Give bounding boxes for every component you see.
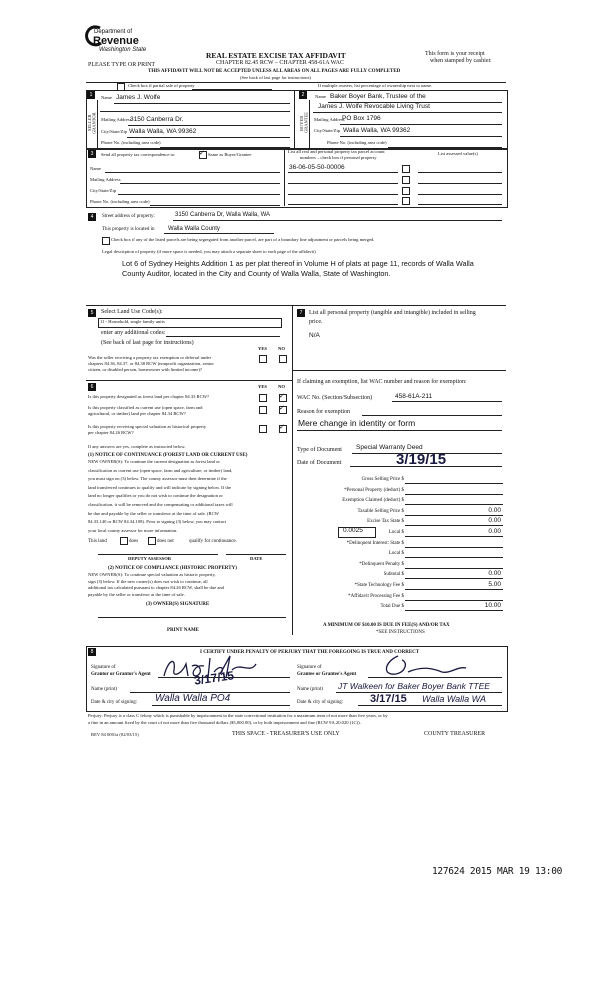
seller-name: James J. Wolfe (116, 94, 161, 101)
segregated-label: Check box if any of the listed parcels are being segregated from another parcel, are part of a boundary line adjustment or parcels being merged. (111, 237, 375, 242)
personal-list-line2: price. (309, 319, 323, 325)
notice-line: land no longer qualifies or you do not wish to continue the designation or (88, 493, 223, 499)
gross-selling-price-line (405, 483, 503, 484)
s6-q1-no-check-icon: ✓ (279, 392, 285, 400)
s6-if-yes: If any answers are yes, complete as instructed below. (88, 444, 186, 449)
grantee-date-city-label: Date & city of signing: (297, 700, 344, 705)
recording-stamp: 127624 2015 MAR 19 13:00 (432, 866, 563, 877)
gross-selling-price-label: Gross Selling Price $ (361, 477, 404, 482)
street-address: 3150 Canberra Dr, Walla Walla, WA (175, 212, 271, 218)
exemption-claimed-label: Exemption Claimed (deduct) $ (342, 498, 404, 504)
certify-statement: I CERTIFY UNDER PENALTY OF PERJURY THAT THE FOREGOING IS TRUE AND CORRECT (200, 650, 420, 655)
qualify-label: qualify for continuance. (189, 539, 237, 544)
grantor-sig-label-2: Grantor or Grantor's Agent (91, 672, 151, 677)
taxable-selling-price-label: Taxable Selling Price $ (357, 508, 404, 514)
s6-q3-yes-checkbox[interactable] (259, 425, 267, 433)
taxable-selling-price-value: 0.00 (488, 506, 501, 514)
total-due-value: 10.00 (484, 602, 501, 610)
section-5-badge: 5 (88, 309, 96, 317)
see-back-note: (See back of last page for instructions) (240, 75, 311, 80)
doc-date-label: Date of Document (297, 460, 342, 466)
treasurer-space: THIS SPACE - TREASURER'S USE ONLY (232, 731, 340, 737)
s3-city-label: City/State/Zip (90, 188, 117, 193)
grantee-sign-city: Walla Walla WA (422, 694, 487, 704)
notice-2-title: (2) NOTICE OF COMPLIANCE (HISTORIC PROPERTY) (108, 566, 237, 571)
doc-date-value: 3/19/15 (396, 451, 447, 468)
please-type: PLEASE TYPE OR PRINT (88, 62, 156, 68)
delinquent-penalty-label: *Delinquent Penalty $ (359, 561, 404, 567)
s5-q1-no-checkbox[interactable] (279, 355, 287, 363)
excise-tax-local-value: 0.00 (488, 528, 501, 535)
doc-type-value: Special Warranty Deed (356, 444, 423, 451)
seller-mailing: 3150 Canberra Dr. (130, 116, 184, 123)
taxable-selling-price-line (405, 515, 503, 516)
s5-q1-line1: Was the seller receiving a property tax exemption or deferral under (88, 355, 212, 360)
minimum-due-note: A MINIMUM OF $10.00 IS DUE IN FEE(S) AND/OR TAX (323, 623, 450, 628)
notice-line: your local county assessor for more information. (88, 527, 178, 533)
notice-line: you must sign on (3) below. The county assessor must then determine if the (88, 476, 227, 482)
subtotal-value: 0.00 (488, 570, 501, 578)
additional-codes-label: enter any additional codes: (101, 330, 166, 336)
parcel-header-1: List all real and personal property tax parcel account (288, 149, 385, 154)
notice-line: sign (3) below. If the new owner(s) does not wish to continue, all (88, 578, 208, 584)
date-label: DATE (250, 556, 263, 561)
notice-line: be due and payable by the seller or transferor at the time of sale. (RCW (88, 510, 220, 516)
buyer-city-label: City/State/Zip (314, 128, 341, 133)
s6-q2-line2: agricultural, or timber) land per chapter 84.34 RCW? (88, 411, 186, 416)
same-as-buyer-check-icon: ✓ (199, 149, 205, 157)
exemption-claimed-line (405, 504, 503, 505)
s6-no-header: NO (278, 384, 285, 389)
parcel-number-1: 36-06-05-50-00006 (289, 164, 345, 171)
notice-line: 84.33.140 or RCW 84.34.108). Prior to signing (3) below, you may contact (88, 519, 227, 525)
rev-number: REV 84 0001a (02/03/15) (91, 732, 139, 737)
s6-q2-no-check-icon: ✓ (279, 404, 285, 412)
exemption-intro: If claiming an exemption, list WAC number and reason for exemption: (297, 379, 467, 385)
grantor-name-label: Name (print) (91, 687, 117, 692)
s5-no-header: NO (278, 346, 285, 351)
state-technology-fee-line (405, 589, 503, 590)
section-8-badge: 8 (88, 648, 96, 656)
receipt-note-2: when stamped by cashier. (430, 58, 492, 64)
parcel-header-2: numbers – check box if personal property (300, 155, 377, 160)
print-name-label: PRINT NAME (167, 628, 199, 633)
dept-line: Department of (94, 29, 133, 35)
grantor-sig-label-1: Signature of (91, 665, 116, 670)
wac-value: 458-61A-211 (395, 393, 433, 400)
affidavit-processing-fee-line (405, 600, 503, 601)
section-4-badge: 4 (88, 213, 96, 221)
grantee-name-label: Name (print) (297, 687, 323, 692)
delinquent-interest-state-line (405, 547, 503, 548)
s5-yes-header: YES (258, 346, 267, 351)
reason-value: Mere change in identity or form (298, 418, 416, 428)
buyer-city: Walla Walla, WA 99362 (343, 127, 411, 134)
seller-mailing-label: Mailing Address (101, 117, 132, 122)
buyer-phone-label: Phone No. (including area code) (327, 140, 387, 145)
notice-line: NEW OWNER(S): To continue special valuation as historic property, (88, 572, 216, 577)
buyer-name-1: Baker Boyer Bank, Trustee of the (330, 93, 426, 100)
notice-line: NEW OWNER(S): To continue the current designation as forest land or (88, 459, 220, 464)
seller-name-label: Name (101, 95, 112, 100)
form-title: REAL ESTATE EXCISE TAX AFFIDAVIT (206, 51, 346, 60)
s5-see-back: (See back of last page for instructions) (101, 340, 194, 346)
see-instructions-note: *SEE INSTRUCTIONS (376, 630, 425, 635)
does-checkbox[interactable] (120, 537, 128, 545)
delinquent-interest-local-line (405, 557, 503, 558)
state-technology-fee-label: *State Technology Fee $ (354, 583, 404, 588)
s6-q3-line2: per chapter 84.26 RCW? (88, 430, 134, 435)
perjury-line-1: Perjury: Perjury is a class C felony which is punishable by imprisonment in the state correctional institution for a maximum term of not more than five years, or by (88, 713, 388, 718)
doc-type-label: Type of Document (297, 447, 342, 453)
seller-city-label: City/State/Zip (101, 129, 128, 134)
notice-line: classification, it will be removed and the compensating or additional taxes will (88, 502, 233, 507)
partial-sale-label: Check box if partial sale of property (128, 83, 195, 88)
s6-q3-no-check-icon: ✓ (279, 423, 285, 431)
grantor-sign-date: 3/17/15 (193, 668, 235, 688)
section-1-badge: 1 (87, 91, 95, 99)
street-label: Street address of property: (102, 214, 155, 219)
land-use-value: 11 - Household, single family units (100, 319, 165, 324)
delinquent-penalty-line (405, 568, 503, 569)
excise-tax-state-label: Excise Tax State $ (367, 519, 404, 525)
s5-q1-line2: chapters 84.36, 84.37, or 84.38 RCW (nonprofit organization, senior (88, 361, 214, 366)
affidavit-processing-fee-label: *Affidavit Processing Fee $ (348, 593, 404, 599)
section-3-badge: 3 (88, 150, 96, 158)
personal-property-value: N/A (309, 332, 320, 339)
grantee-sign-date: 3/17/15 (370, 693, 407, 705)
excise-tax-state-line (405, 525, 503, 526)
buyer-mailing: PO Box 1796 (342, 115, 381, 122)
county-treasurer-label: COUNTY TREASURER (424, 731, 486, 737)
multiple-owners-note: If multiple owners, list percentage of ownership next to name. (318, 83, 433, 88)
section-6-badge: 6 (88, 383, 96, 391)
legal-desc-label: Legal description of property (if more space is needed, you may attach a separate sheet to each page of the affidavit) (102, 249, 316, 254)
county-value: Walla Walla County (168, 226, 220, 232)
does-not-checkbox[interactable] (148, 537, 156, 545)
assessed-header: List assessed value(s) (438, 151, 478, 156)
s3-mailing-label: Mailing Address (90, 177, 121, 182)
s6-q1: Is this property designated as forest land per chapter 84.33 RCW? (88, 394, 210, 399)
grantee-sig-label-1: Signature of (297, 665, 322, 670)
receipt-note-1: This form is your receipt (425, 51, 485, 57)
reason-label: Reason for exemption (297, 409, 350, 415)
section-7-badge: 7 (297, 309, 305, 317)
legal-line-2: County Auditor, located in the City and County of Walla Walla, State of Washington. (122, 269, 391, 278)
notice-1-title: (1) NOTICE OF CONTINUANCE (FOREST LAND OR CURRENT USE) (88, 453, 248, 458)
grantor-date-city-label: Date & city of signing: (91, 700, 138, 705)
seller-phone-label: Phone No. (including area code) (101, 140, 161, 145)
s6-q1-yes-checkbox[interactable] (259, 394, 267, 402)
wac-label: WAC No. (Section/Subsection) (297, 395, 373, 401)
rate-value: 0.0025 (343, 527, 363, 534)
subtotal-line (405, 578, 503, 579)
delinquent-interest-local-label: Local $ (388, 551, 404, 557)
segregated-checkbox[interactable] (102, 237, 110, 245)
total-due-label: Total Due $ (380, 604, 404, 610)
parcel-1-personal-checkbox[interactable] (402, 165, 410, 173)
send-correspondence-label: Send all property tax correspondence to: (101, 152, 176, 157)
does-not-label: does not (157, 539, 174, 544)
s3-phone-label: Phone No. (including area code) (90, 199, 150, 204)
notice-3-title: (3) OWNER(S) SIGNATURE (146, 602, 210, 607)
buyer-side-label: BUYER GRANTEE (299, 112, 309, 134)
personal-list-line1: List all personal property (tangible and intangible) included in selling (309, 310, 476, 316)
this-land-label: This land (88, 539, 107, 544)
parcel-4-personal-checkbox[interactable] (402, 197, 410, 205)
notice-line: land transferred continues to qualify and will indicate by signing below. If the (88, 484, 231, 490)
total-due-line (405, 610, 503, 611)
excise-tax-local-label: Local $ (388, 530, 404, 535)
buyer-name-2: James J. Wolfe Revocable Living Trust (318, 103, 430, 110)
notice-line: classification as current use (open space, farm and agriculture, or timber) land, (88, 467, 233, 473)
s6-yes-header: YES (258, 384, 267, 389)
s5-q1-yes-checkbox[interactable] (259, 355, 267, 363)
parcel-2-personal-checkbox[interactable] (402, 176, 410, 184)
dept-name: Revenue (93, 35, 139, 47)
warning-line: THIS AFFIDAVIT WILL NOT BE ACCEPTED UNLESS ALL AREAS ON ALL PAGES ARE FULLY COMPLETED (148, 69, 401, 74)
s6-q2-line1: Is this property classified as current use (open space, farm and (88, 405, 203, 410)
land-use-label: Select Land Use Code(s): (101, 309, 163, 315)
delinquent-interest-state-label: *Delinquent Interest: State $ (346, 540, 404, 546)
s3-name-label: Name (90, 166, 101, 171)
notice-line: payable by the seller or transferor at the time of sale. (88, 591, 185, 597)
s6-q3-line1: Is this property receiving special valuation as historical property (88, 424, 207, 429)
located-label: This property is located in (102, 227, 155, 232)
state-technology-fee-value: 5.00 (488, 581, 501, 588)
buyer-mailing-label: Mailing Address (314, 117, 345, 122)
subtotal-label: Subtotal $ (383, 572, 404, 578)
s6-q2-yes-checkbox[interactable] (259, 406, 267, 414)
grantee-signature (378, 652, 468, 680)
grantee-name-value: JT Walkeen for Baker Boyer Bank TTEE (338, 681, 490, 691)
excise-tax-state-value: 0.00 (488, 517, 501, 525)
does-label: does (129, 539, 139, 544)
deputy-assessor-label: DEPUTY ASSESSOR (128, 556, 172, 561)
notice-line: additional tax calculated pursuant to chapter 84.26 RCW, shall be due and (88, 585, 224, 590)
perjury-line-2: a fine in an amount fixed by the court of not more than five thousand dollars ($5,000.00), or by both imprisonment and fine (RCW 9A.20.020 (1C)). (88, 720, 361, 725)
form-subtitle: CHAPTER 82.45 RCW – CHAPTER 458-61A WAC (216, 60, 344, 66)
grantee-sig-label-2: Grantee or Grantee's Agent (297, 672, 357, 677)
seller-side-label: SELLER GRANTOR (87, 112, 97, 134)
buyer-name-label: Name (315, 94, 326, 99)
same-as-buyer-label: Same as Buyer/Grantee (208, 152, 252, 157)
s5-q1-line3: citizen, or disabled person, homeowner with limited income)? (88, 367, 202, 372)
section-2-badge: 2 (299, 91, 307, 99)
legal-line-1: Lot 6 of Sydney Heights Addition 1 as per plat thereof in Volume H of plats at page 11, records of Walla Walla (122, 259, 474, 268)
seller-city: Walla Walla, WA 99362 (129, 128, 197, 135)
personal-property-deduct-label: *Personal Property (deduct) $ (344, 487, 404, 493)
personal-property-deduct-line (405, 494, 503, 495)
parcel-3-personal-checkbox[interactable] (402, 187, 410, 195)
dept-state: Washington State (99, 47, 147, 53)
grantor-sign-city: Walla Walla PO4 (155, 693, 231, 704)
excise-tax-local-line (405, 536, 503, 537)
